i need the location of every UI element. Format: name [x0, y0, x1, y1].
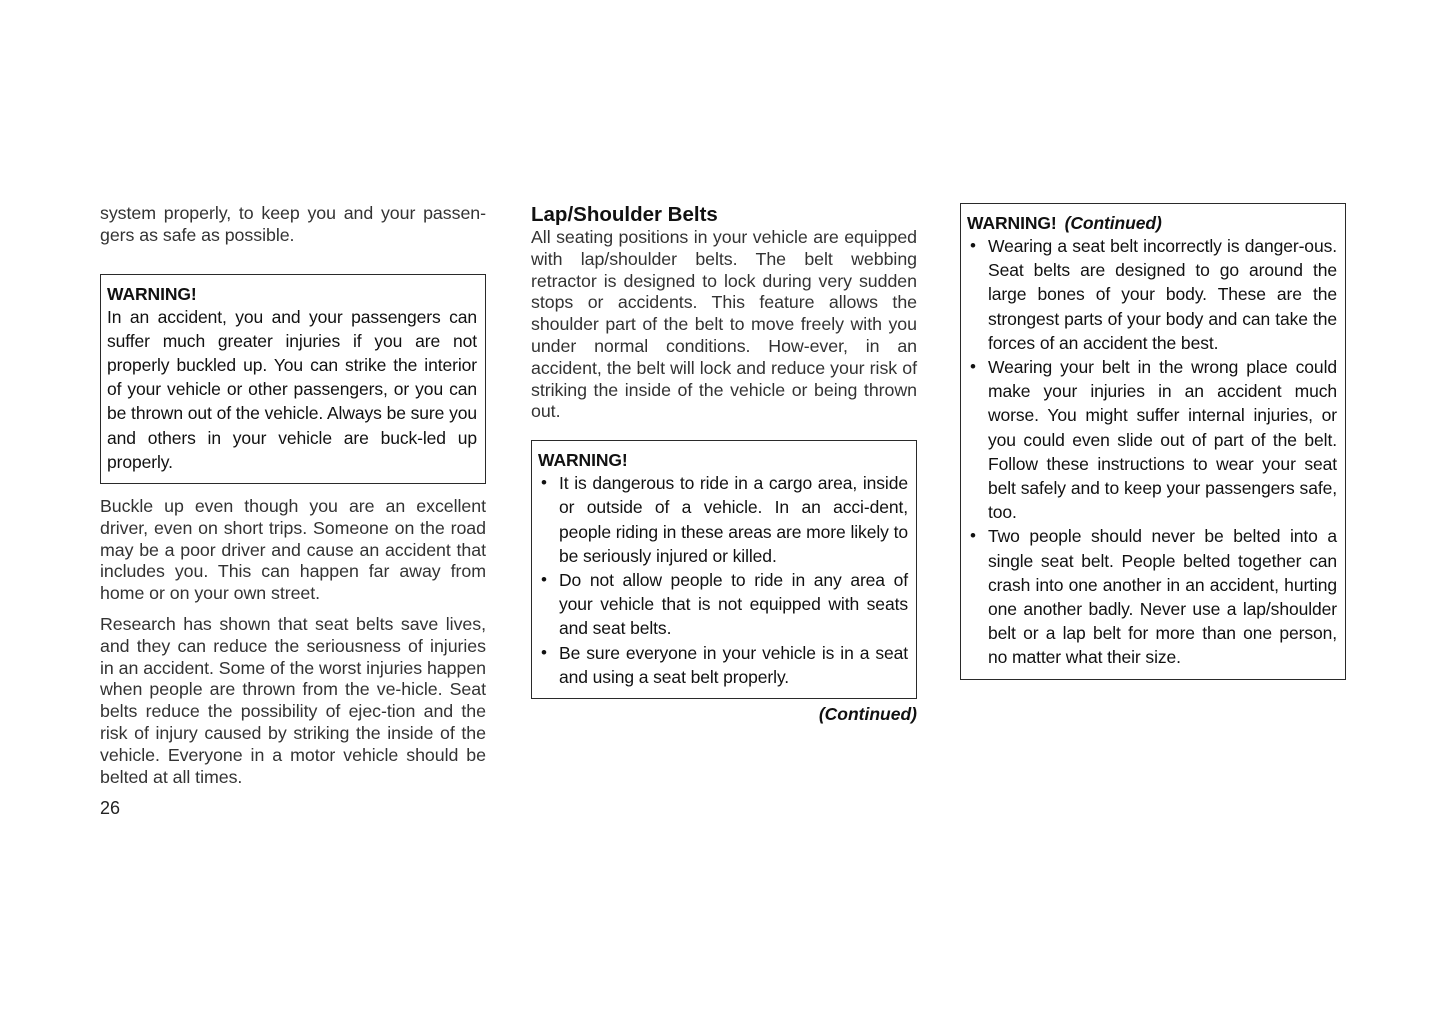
column-middle	[531, 203, 917, 725]
warning-list	[538, 471, 908, 689]
warning-list-item: • Wearing a seat belt incorrectly is danger-ous. Seat belts are designed to go around the large bones of your body. These are the strongest parts of your body and can take the forces of an accident the best.	[967, 234, 1337, 355]
warning-text: In an accident, you and your passengers can suffer much greater injuries if you are not properly buckled up. You can strike the interior of your vehicle or other passengers, or you can be thrown out of the vehicle. Always be sure you and others in your vehicle are buck-led up properly.	[107, 306, 477, 472]
continued-label: (Continued)	[818, 704, 917, 724]
warning-box-continued	[960, 203, 1346, 680]
paragraph-buckle-up: Buckle up even though you are an excellent driver, even on short trips. Someone on the road may be a poor driver and cause an accident that includes you. This can happen far away from home or on your own street.	[100, 496, 486, 604]
warning-title-continued: (Continued)	[1064, 213, 1162, 233]
warning-list-item: • Wearing your belt in the wrong place could make your injuries in an accident much worse. You might suffer internal injuries, or you could even slide out of part of the belt. Follow these instructions to wear your seat belt safely and to keep your passengers safe, too.	[967, 355, 1337, 524]
warning-list-item: • Two people should never be belted into a single seat belt. People belted together can crash into one another in an accident, hurting one another badly. Never use a lap/shoulder belt or a lap belt for more than one person, no matter what their size.	[967, 524, 1337, 669]
warning-list-item: • Do not allow people to ride in any area of your vehicle that is not equipped with seats and seat belts.	[538, 568, 908, 641]
warning-list	[967, 234, 1337, 670]
warning-title-text: WARNING!	[967, 213, 1057, 233]
warning-box-buckle-up	[100, 274, 486, 484]
column-right	[960, 203, 1346, 680]
warning-title	[967, 212, 1337, 234]
intro-paragraph: system properly, to keep you and your passen-gers as safe as possible.	[100, 203, 486, 245]
warning-list-item: • It is dangerous to ride in a cargo area, inside or outside of a vehicle. In an acci-dent, people riding in these areas are more likely to be seriously injured or killed.	[538, 471, 908, 568]
paragraph-research: Research has shown that seat belts save lives, and they can reduce the seriousness of injuries in an accident. Some of the worst injuries happen when people are thrown from the ve-hicle. Seat belts reduce the possibility of ejec-tion and the risk of injury caused by striking the inside of the vehicle. Everyone in a motor vehicle should be belted at all times.	[100, 614, 487, 787]
warning-list-item: • Be sure everyone in your vehicle is in a seat and using a seat belt properly.	[538, 641, 908, 689]
page-number: 26	[100, 798, 121, 818]
column-left	[100, 203, 486, 788]
section-heading: Lap/Shoulder Belts	[531, 203, 718, 226]
warning-box-cargo	[531, 440, 917, 699]
warning-title: WARNING!	[538, 450, 628, 471]
warning-title: WARNING!	[107, 283, 197, 304]
paragraph-lap-shoulder: All seating positions in your vehicle are equipped with lap/shoulder belts. The belt webbing retractor is designed to lock during very sudden stops or accidents. This feature allows the shoulder part of the belt to move freely with you under normal conditions. How-ever, in an accident, the belt will lock and reduce your risk of striking the inside of the vehicle or being thrown out.	[531, 227, 917, 422]
